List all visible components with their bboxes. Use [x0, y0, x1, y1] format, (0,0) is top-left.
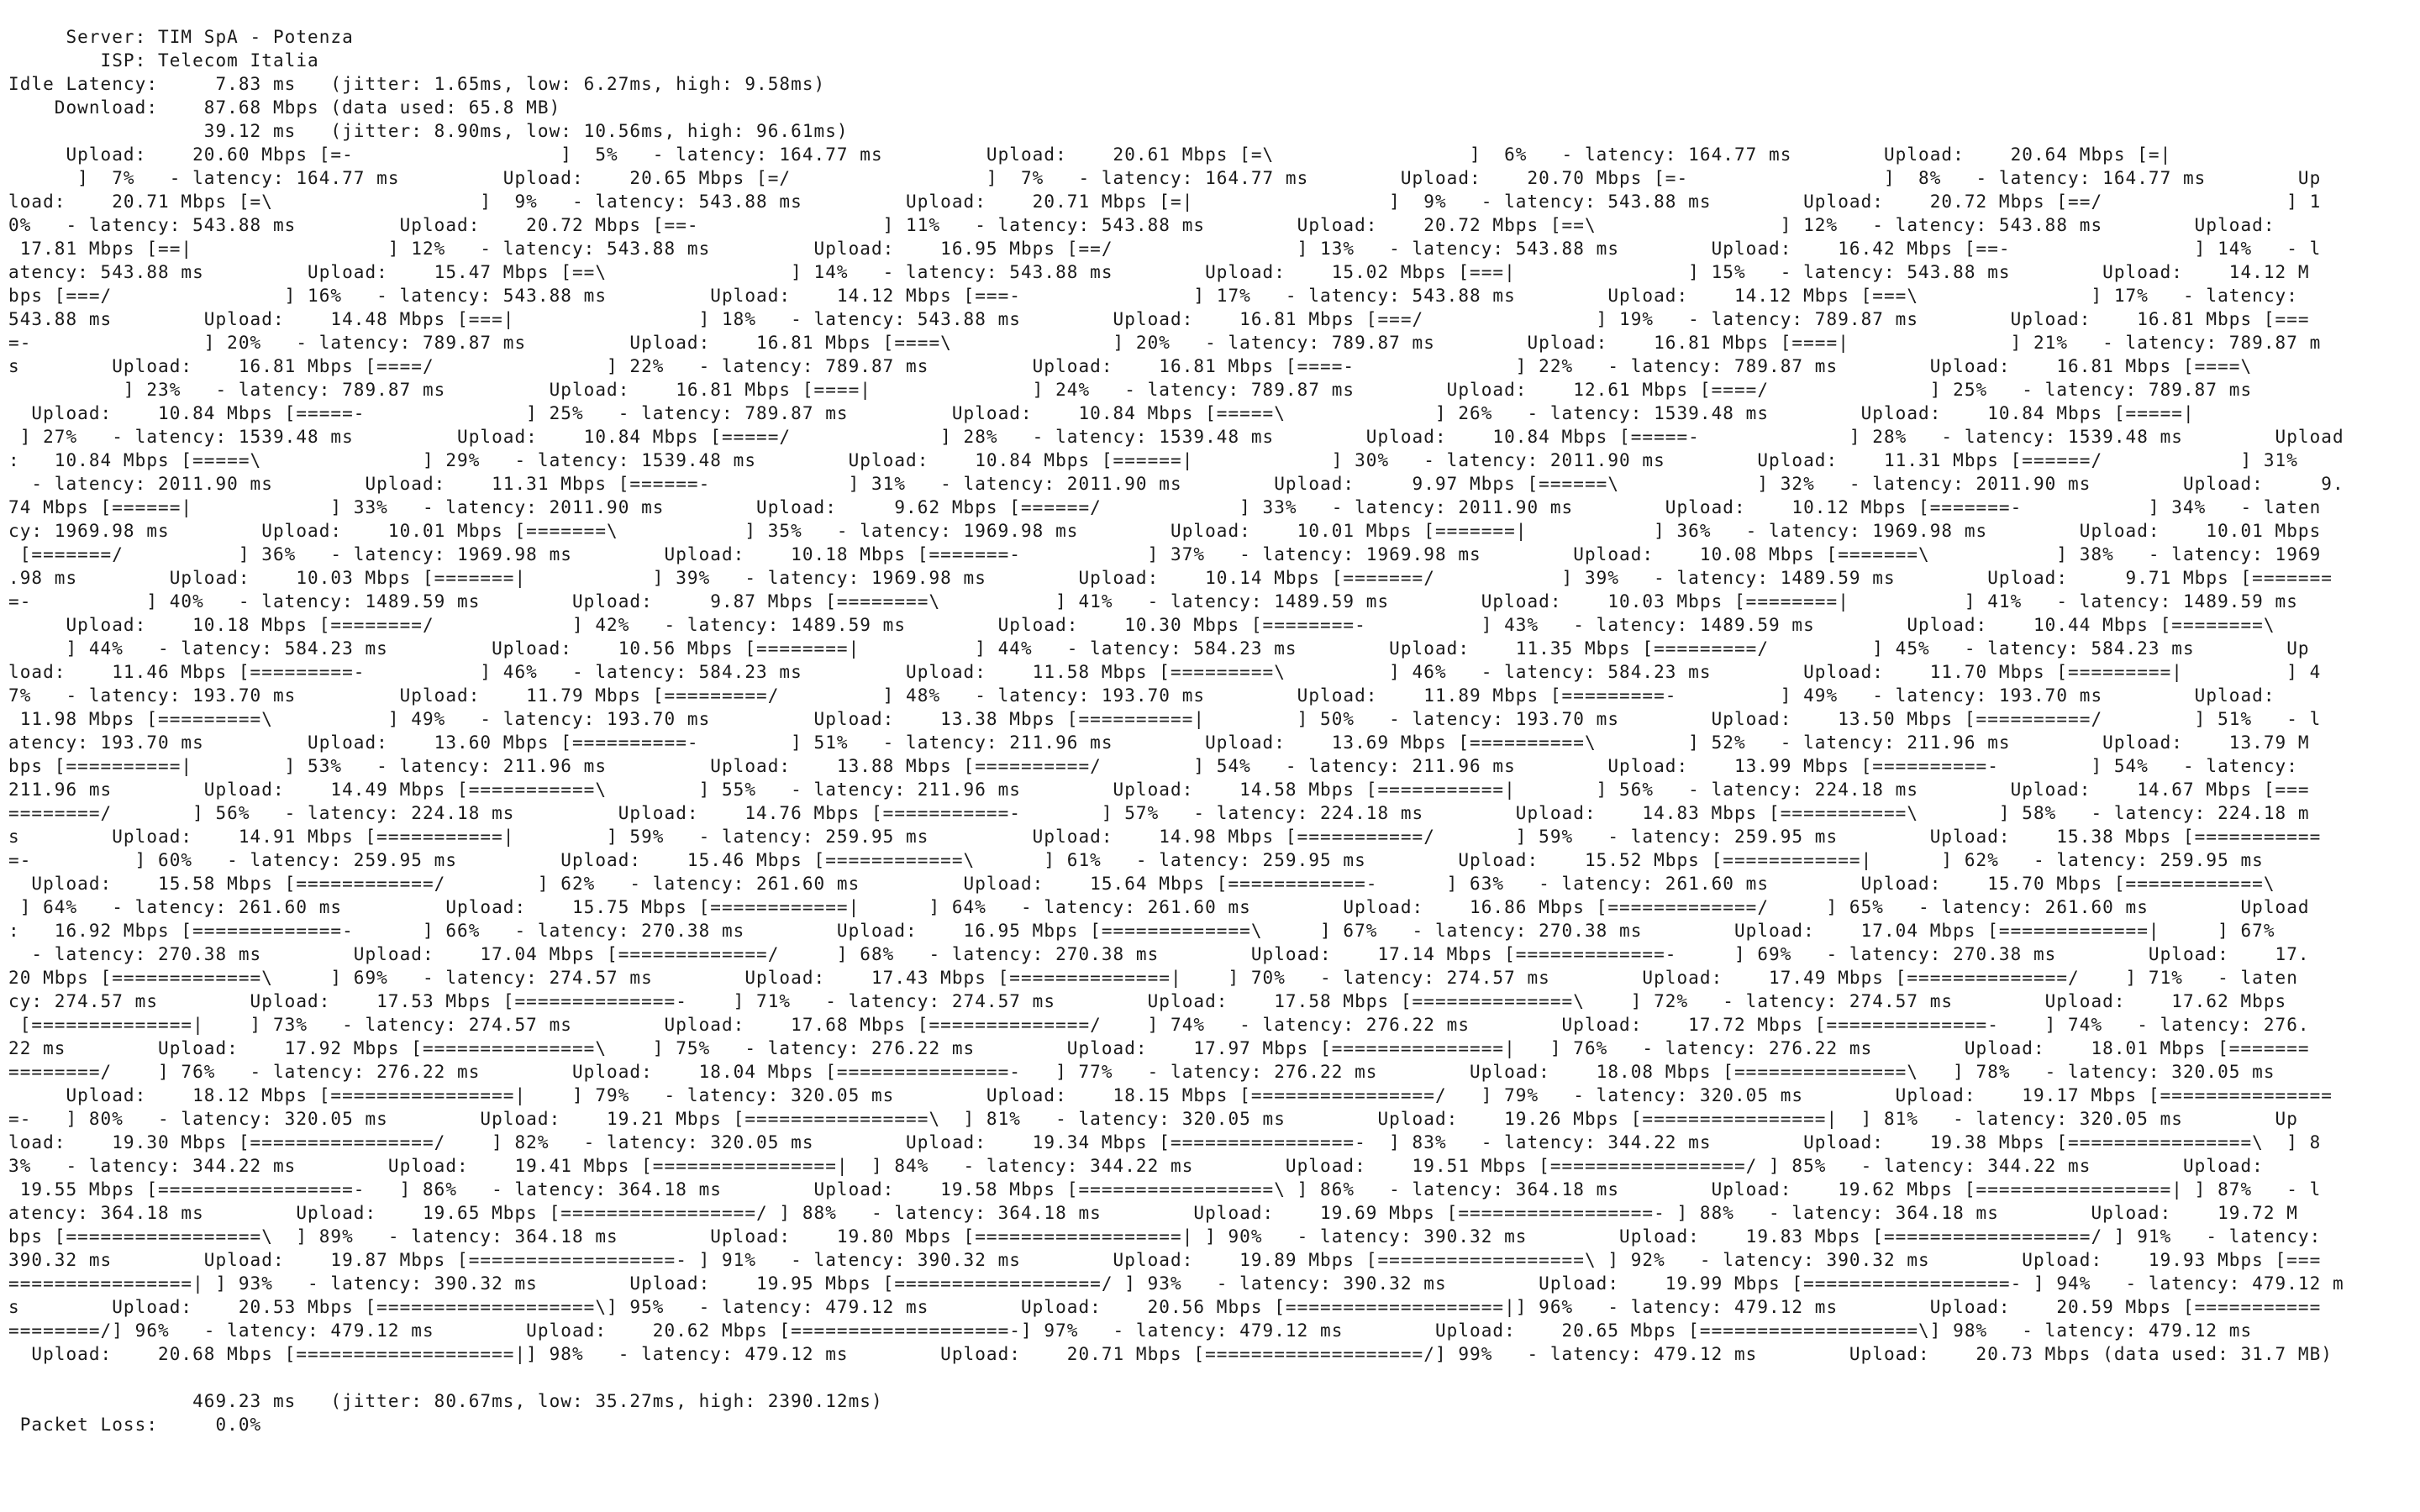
terminal-line: 20 Mbps [=============\ ] 69% - latency: 274.57 ms Upload: 17.43 Mbps [==============| ] 70% - latency: 274.57 ms Upload: 17.49 Mbps [==============/ ] 71% - laten	[8, 968, 2298, 988]
terminal-line: 22 ms Upload: 17.92 Mbps [===============\ ] 75% - latency: 276.22 ms Upload: 17.97 Mbps [===============| ] 76% - latency: 276.22 ms Upload: 18.01 Mbps [=======	[8, 1038, 2310, 1058]
terminal-line: ========/ ] 56% - latency: 224.18 ms Upload: 14.76 Mbps [===========- ] 57% - latency: 224.18 ms Upload: 14.83 Mbps [===========\ ] 58% - latency: 224.18 m	[8, 803, 2310, 823]
terminal-line: ] 44% - latency: 584.23 ms Upload: 10.56 Mbps [========| ] 44% - latency: 584.23 ms Upload: 11.35 Mbps [=========/ ] 45% - latency: 584.23 ms Up	[8, 638, 2310, 659]
terminal-line: s Upload: 20.53 Mbps [===================\] 95% - latency: 479.12 ms Upload: 20.56 Mbps [===================|] 96% - latency: 479.12 ms Upload: 20.59 Mbps [===========	[8, 1297, 2322, 1317]
terminal-line: ================| ] 93% - latency: 390.32 ms Upload: 19.95 Mbps [==================/ ] 93% - latency: 390.32 ms Upload: 19.99 Mbps [==================- ] 94% - latency: 479.12 m	[8, 1273, 2344, 1294]
terminal-line: 469.23 ms (jitter: 80.67ms, low: 35.27ms, high: 2390.12ms)	[8, 1391, 883, 1411]
terminal-line: =- ] 20% - latency: 789.87 ms Upload: 16.81 Mbps [====\ ] 20% - latency: 789.87 ms Upload: 16.81 Mbps [====| ] 21% - latency: 789.87 m	[8, 333, 2322, 353]
terminal-line: ] 23% - latency: 789.87 ms Upload: 16.81 Mbps [====| ] 24% - latency: 789.87 ms Upload: 12.61 Mbps [====/ ] 25% - latency: 789.87 ms	[8, 380, 2253, 400]
terminal-line: - latency: 2011.90 ms Upload: 11.31 Mbps [======- ] 31% - latency: 2011.90 ms Upload: 9.97 Mbps [======\ ] 32% - latency: 2011.90 ms Upload: 9.	[8, 474, 2344, 494]
terminal-line: 11.98 Mbps [=========\ ] 49% - latency: 193.70 ms Upload: 13.38 Mbps [==========| ] 50% - latency: 193.70 ms Upload: 13.50 Mbps [==========/ ] 51% - l	[8, 709, 2322, 729]
terminal-line: ] 64% - latency: 261.60 ms Upload: 15.75 Mbps [============| ] 64% - latency: 261.60 ms Upload: 16.86 Mbps [=============/ ] 65% - latency: 261.60 ms Upload	[8, 897, 2310, 917]
terminal-line: 543.88 ms Upload: 14.48 Mbps [===| ] 18% - latency: 543.88 ms Upload: 16.81 Mbps [===/ ] 19% - latency: 789.87 ms Upload: 16.81 Mbps [===	[8, 309, 2310, 329]
terminal-line: Upload: 15.58 Mbps [============/ ] 62% - latency: 261.60 ms Upload: 15.64 Mbps [============- ] 63% - latency: 261.60 ms Upload: 15.70 Mbps [============\	[8, 874, 2275, 894]
terminal-line: s Upload: 16.81 Mbps [====/ ] 22% - latency: 789.87 ms Upload: 16.81 Mbps [====- ] 22% - latency: 789.87 ms Upload: 16.81 Mbps [====\	[8, 356, 2253, 376]
terminal-line: atency: 193.70 ms Upload: 13.60 Mbps [==========- ] 51% - latency: 211.96 ms Upload: 13.69 Mbps [==========\ ] 52% - latency: 211.96 ms Upload: 13.79 M	[8, 732, 2310, 753]
terminal-line: cy: 274.57 ms Upload: 17.53 Mbps [==============- ] 71% - latency: 274.57 ms Upload: 17.58 Mbps [==============\ ] 72% - latency: 274.57 ms Upload: 17.62 Mbps	[8, 991, 2287, 1011]
terminal-line: =- ] 60% - latency: 259.95 ms Upload: 15.46 Mbps [============\ ] 61% - latency: 259.95 ms Upload: 15.52 Mbps [============| ] 62% - latency: 259.95 ms	[8, 850, 2264, 870]
terminal-line: 0% - latency: 543.88 ms Upload: 20.72 Mbps [==- ] 11% - latency: 543.88 ms Upload: 20.72 Mbps [==\ ] 12% - latency: 543.88 ms Upload:	[8, 215, 2275, 235]
terminal-line: bps [===/ ] 16% - latency: 543.88 ms Upload: 14.12 Mbps [===- ] 17% - latency: 543.88 ms Upload: 14.12 Mbps [===\ ] 17% - latency:	[8, 286, 2298, 306]
terminal-line: 74 Mbps [======| ] 33% - latency: 2011.90 ms Upload: 9.62 Mbps [======/ ] 33% - latency: 2011.90 ms Upload: 10.12 Mbps [=======- ] 34% - laten	[8, 497, 2322, 517]
terminal-line: load: 11.46 Mbps [=========- ] 46% - latency: 584.23 ms Upload: 11.58 Mbps [=========\ ] 46% - latency: 584.23 ms Upload: 11.70 Mbps [=========| ] 4	[8, 662, 2322, 682]
terminal-line: load: 20.71 Mbps [=\ ] 9% - latency: 543.88 ms Upload: 20.71 Mbps [=| ] 9% - latency: 543.88 ms Upload: 20.72 Mbps [==/ ] 1	[8, 192, 2322, 212]
terminal-line: 39.12 ms (jitter: 8.90ms, low: 10.56ms, high: 96.61ms)	[8, 121, 849, 141]
terminal-line: ISP: Telecom Italia	[8, 50, 319, 71]
terminal-line: atency: 543.88 ms Upload: 15.47 Mbps [==\ ] 14% - latency: 543.88 ms Upload: 15.02 Mbps [===| ] 15% - latency: 543.88 ms Upload: 14.12 M	[8, 262, 2310, 282]
terminal-line: [==============| ] 73% - latency: 274.57 ms Upload: 17.68 Mbps [==============/ ] 74% - latency: 276.22 ms Upload: 17.72 Mbps [==============- ] 74% - latency: 276.	[8, 1015, 2310, 1035]
terminal-line: Upload: 10.18 Mbps [========/ ] 42% - latency: 1489.59 ms Upload: 10.30 Mbps [========- ] 43% - latency: 1489.59 ms Upload: 10.44 Mbps [========\	[8, 615, 2275, 635]
terminal-line: bps [==========| ] 53% - latency: 211.96 ms Upload: 13.88 Mbps [==========/ ] 54% - latency: 211.96 ms Upload: 13.99 Mbps [==========- ] 54% - latency:	[8, 756, 2298, 776]
terminal-line: - latency: 270.38 ms Upload: 17.04 Mbps [=============/ ] 68% - latency: 270.38 ms Upload: 17.14 Mbps [=============- ] 69% - latency: 270.38 ms Upload: 17.	[8, 944, 2310, 964]
terminal-line: 390.32 ms Upload: 19.87 Mbps [==================- ] 91% - latency: 390.32 ms Upload: 19.89 Mbps [==================\ ] 92% - latency: 390.32 ms Upload: 19.93 Mbps [===	[8, 1250, 2322, 1270]
terminal-line: s Upload: 14.91 Mbps [===========| ] 59% - latency: 259.95 ms Upload: 14.98 Mbps [===========/ ] 59% - latency: 259.95 ms Upload: 15.38 Mbps [===========	[8, 827, 2322, 847]
terminal-line: 17.81 Mbps [==| ] 12% - latency: 543.88 ms Upload: 16.95 Mbps [==/ ] 13% - latency: 543.88 ms Upload: 16.42 Mbps [==- ] 14% - l	[8, 239, 2322, 259]
terminal-line: Download: 87.68 Mbps (data used: 65.8 MB)	[8, 97, 561, 118]
terminal-line: Upload: 18.12 Mbps [================| ] 79% - latency: 320.05 ms Upload: 18.15 Mbps [================/ ] 79% - latency: 320.05 ms Upload: 19.17 Mbps [===============	[8, 1085, 2333, 1105]
terminal-line: 3% - latency: 344.22 ms Upload: 19.41 Mbps [================| ] 84% - latency: 344.22 ms Upload: 19.51 Mbps [=================/ ] 85% - latency: 344.22 ms Upload:	[8, 1156, 2264, 1176]
terminal-line: : 10.84 Mbps [=====\ ] 29% - latency: 1539.48 ms Upload: 10.84 Mbps [======| ] 30% - latency: 2011.90 ms Upload: 11.31 Mbps [======/ ] 31%	[8, 450, 2298, 470]
terminal-line: 211.96 ms Upload: 14.49 Mbps [===========\ ] 55% - latency: 211.96 ms Upload: 14.58 Mbps [===========| ] 56% - latency: 224.18 ms Upload: 14.67 Mbps [===	[8, 780, 2310, 800]
terminal-line: atency: 364.18 ms Upload: 19.65 Mbps [=================/ ] 88% - latency: 364.18 ms Upload: 19.69 Mbps [=================- ] 88% - latency: 364.18 ms Upload: 19.72 M	[8, 1203, 2298, 1223]
terminal-line: [=======/ ] 36% - latency: 1969.98 ms Upload: 10.18 Mbps [=======- ] 37% - latency: 1969.98 ms Upload: 10.08 Mbps [=======\ ] 38% - latency: 1969	[8, 544, 2322, 564]
terminal-line: 19.55 Mbps [=================- ] 86% - latency: 364.18 ms Upload: 19.58 Mbps [=================\ ] 86% - latency: 364.18 ms Upload: 19.62 Mbps [=================| ] 87% - l	[8, 1179, 2322, 1200]
terminal-line: =- ] 80% - latency: 320.05 ms Upload: 19.21 Mbps [================\ ] 81% - latency: 320.05 ms Upload: 19.26 Mbps [================| ] 81% - latency: 320.05 ms Up	[8, 1109, 2298, 1129]
terminal-line: Upload: 10.84 Mbps [=====- ] 25% - latency: 789.87 ms Upload: 10.84 Mbps [=====\ ] 26% - latency: 1539.48 ms Upload: 10.84 Mbps [=====|	[8, 403, 2195, 423]
terminal-line: load: 19.30 Mbps [================/ ] 82% - latency: 320.05 ms Upload: 19.34 Mbps [================- ] 83% - latency: 344.22 ms Upload: 19.38 Mbps [================\ ] 8	[8, 1132, 2322, 1152]
terminal-line: cy: 1969.98 ms Upload: 10.01 Mbps [=======\ ] 35% - latency: 1969.98 ms Upload: 10.01 Mbps [=======| ] 36% - latency: 1969.98 ms Upload: 10.01 Mbps	[8, 521, 2322, 541]
terminal-line: ] 27% - latency: 1539.48 ms Upload: 10.84 Mbps [=====/ ] 28% - latency: 1539.48 ms Upload: 10.84 Mbps [=====- ] 28% - latency: 1539.48 ms Upload	[8, 427, 2344, 447]
terminal-line: ] 7% - latency: 164.77 ms Upload: 20.65 Mbps [=/ ] 7% - latency: 164.77 ms Upload: 20.70 Mbps [=- ] 8% - latency: 164.77 ms Up	[8, 168, 2322, 188]
terminal-line: Upload: 20.60 Mbps [=- ] 5% - latency: 164.77 ms Upload: 20.61 Mbps [=\ ] 6% - latency: 164.77 ms Upload: 20.64 Mbps [=|	[8, 144, 2172, 165]
terminal-line: ========/] 96% - latency: 479.12 ms Upload: 20.62 Mbps [===================-] 97% - latency: 479.12 ms Upload: 20.65 Mbps [===================\] 98% - latency: 479.12 ms	[8, 1320, 2253, 1341]
terminal-line: : 16.92 Mbps [=============- ] 66% - latency: 270.38 ms Upload: 16.95 Mbps [=============\ ] 67% - latency: 270.38 ms Upload: 17.04 Mbps [=============| ] 67%	[8, 921, 2275, 941]
terminal-line: Server: TIM SpA - Potenza	[8, 27, 354, 47]
terminal-line	[8, 1366, 2412, 1389]
terminal-line: 7% - latency: 193.70 ms Upload: 11.79 Mbps [=========/ ] 48% - latency: 193.70 ms Upload: 11.89 Mbps [=========- ] 49% - latency: 193.70 ms Upload:	[8, 685, 2275, 706]
terminal-line: .98 ms Upload: 10.03 Mbps [=======| ] 39% - latency: 1969.98 ms Upload: 10.14 Mbps [=======/ ] 39% - latency: 1489.59 ms Upload: 9.71 Mbps [=======	[8, 568, 2333, 588]
terminal-line: Idle Latency: 7.83 ms (jitter: 1.65ms, low: 6.27ms, high: 9.58ms)	[8, 74, 826, 94]
terminal-line: ========/ ] 76% - latency: 276.22 ms Upload: 18.04 Mbps [===============- ] 77% - latency: 276.22 ms Upload: 18.08 Mbps [===============\ ] 78% - latency: 320.05 ms	[8, 1062, 2275, 1082]
terminal-line: =- ] 40% - latency: 1489.59 ms Upload: 9.87 Mbps [========\ ] 41% - latency: 1489.59 ms Upload: 10.03 Mbps [========| ] 41% - latency: 1489.59 ms	[8, 591, 2298, 612]
terminal-line: bps [=================\ ] 89% - latency: 364.18 ms Upload: 19.80 Mbps [==================| ] 90% - latency: 390.32 ms Upload: 19.83 Mbps [==================/ ] 91% - latency:	[8, 1226, 2322, 1247]
terminal-line: Upload: 20.68 Mbps [===================|] 98% - latency: 479.12 ms Upload: 20.71 Mbps [===================/] 99% - latency: 479.12 ms Upload: 20.73 Mbps (data used: 31.7 MB)	[8, 1344, 2333, 1364]
terminal-line: Packet Loss: 0.0%	[8, 1415, 262, 1435]
